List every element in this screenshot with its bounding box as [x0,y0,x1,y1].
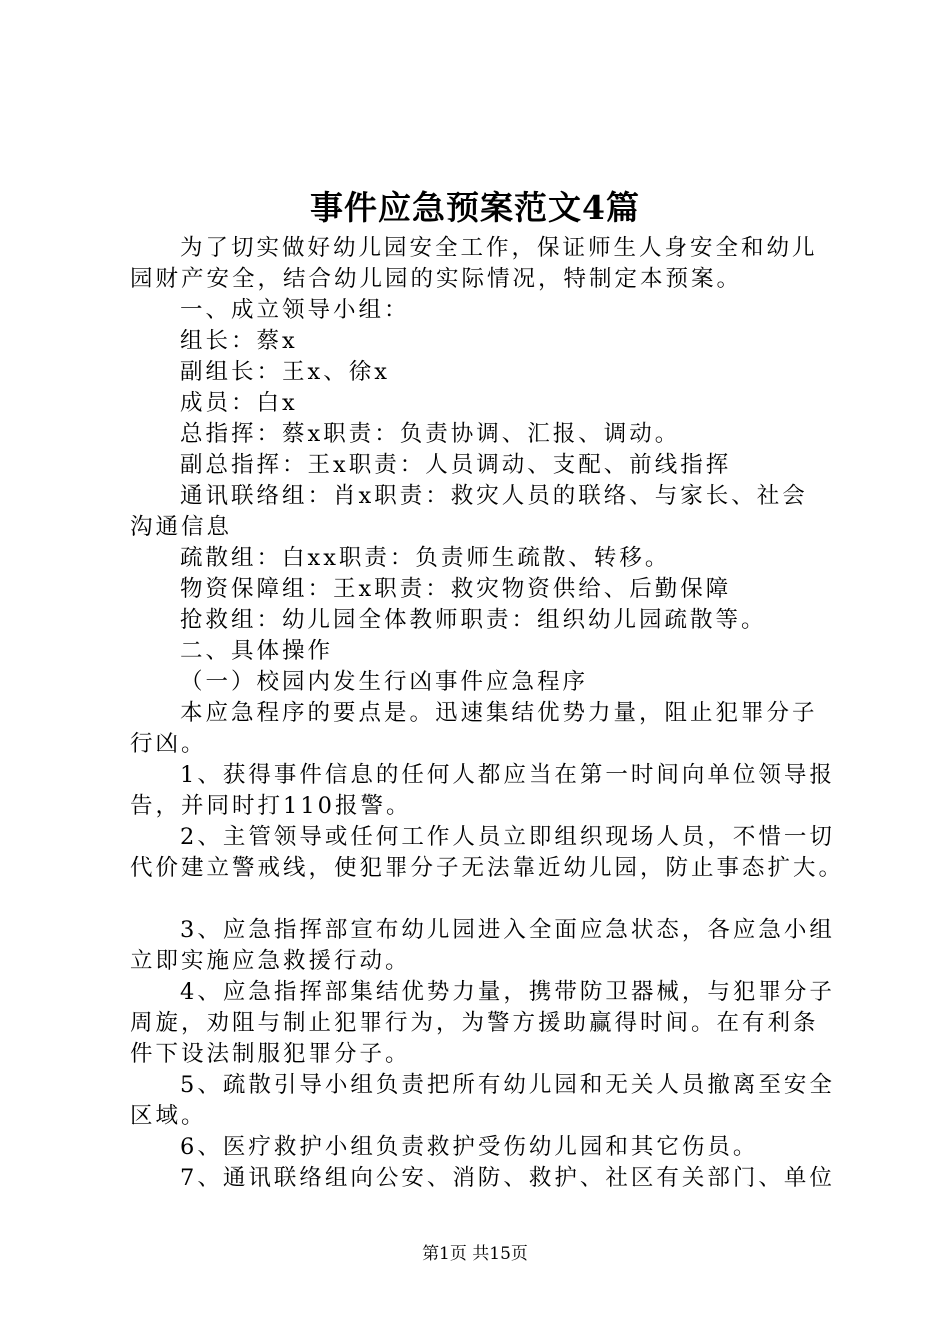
body-line: （一）校园内发生行凶事件应急程序 [180,669,589,695]
body-line: 副组长：王x、徐x [180,359,390,385]
body-line: 周旋，劝阻与制止犯罪行为，为警方援助赢得时间。在有利条 [130,1010,819,1036]
body-line: 通讯联络组：肖x职责：救灾人员的联络、与家长、社会 [180,483,808,509]
body-line: 4、应急指挥部集结优势力量，携带防卫器械，与犯罪分子 [180,979,835,1005]
body-line: 代价建立警戒线，使犯罪分子无法靠近幼儿园，防止事态扩大。 [130,855,845,881]
body-line: 区域。 [130,1103,207,1129]
body-line: 副总指挥：王x职责：人员调动、支配、前线指挥 [180,452,732,478]
document-body [130,233,845,1194]
body-line: 立即实施应急救援行动。 [130,948,411,974]
body-line: 园财产安全，结合幼儿园的实际情况，特制定本预案。 [130,266,743,292]
body-line: 3、应急指挥部宣布幼儿园进入全面应急状态，各应急小组 [180,917,835,943]
body-line: 5、疏散引导小组负责把所有幼儿园和无关人员撤离至安全 [180,1072,835,1098]
body-line: 总指挥：蔡x职责：负责协调、汇报、调动。 [180,421,681,447]
body-line: 件下设法制服犯罪分子。 [130,1041,411,1067]
body-line: 行凶。 [130,731,207,757]
body-line: 沟通信息 [130,514,233,540]
body-line: 疏散组：白xx职责：负责师生疏散、转移。 [180,545,671,571]
body-line: 组长：蔡x [180,328,298,354]
body-line: 为了切实做好幼儿园安全工作，保证师生人身安全和幼儿 [180,235,818,261]
page-footer: 第1页 共15页 [422,1244,528,1264]
body-line: 7、通讯联络组向公安、消防、救护、社区有关部门、单位 [180,1165,835,1191]
body-line: 抢救组：幼儿园全体教师职责：组织幼儿园疏散等。 [180,607,767,633]
body-line: 1、获得事件信息的任何人都应当在第一时间向单位领导报 [180,762,835,788]
body-line: 2、主管领导或任何工作人员立即组织现场人员，不惜一切 [180,824,835,850]
document-title: 事件应急预案范文4篇 [310,188,640,227]
body-line: 成员：白x [180,390,298,416]
body-line [130,884,835,915]
body-line: 物资保障组：王x职责：救灾物资供给、后勤保障 [180,576,732,602]
body-line: 二、具体操作 [180,638,334,664]
body-line: 一、成立领导小组： [180,297,410,323]
body-line: 告，并同时打110报警。 [130,793,412,819]
body-line: 6、医疗救护小组负责救护受伤幼儿园和其它伤员。 [180,1134,759,1160]
body-line: 本应急程序的要点是。迅速集结优势力量，阻止犯罪分子 [180,700,818,726]
